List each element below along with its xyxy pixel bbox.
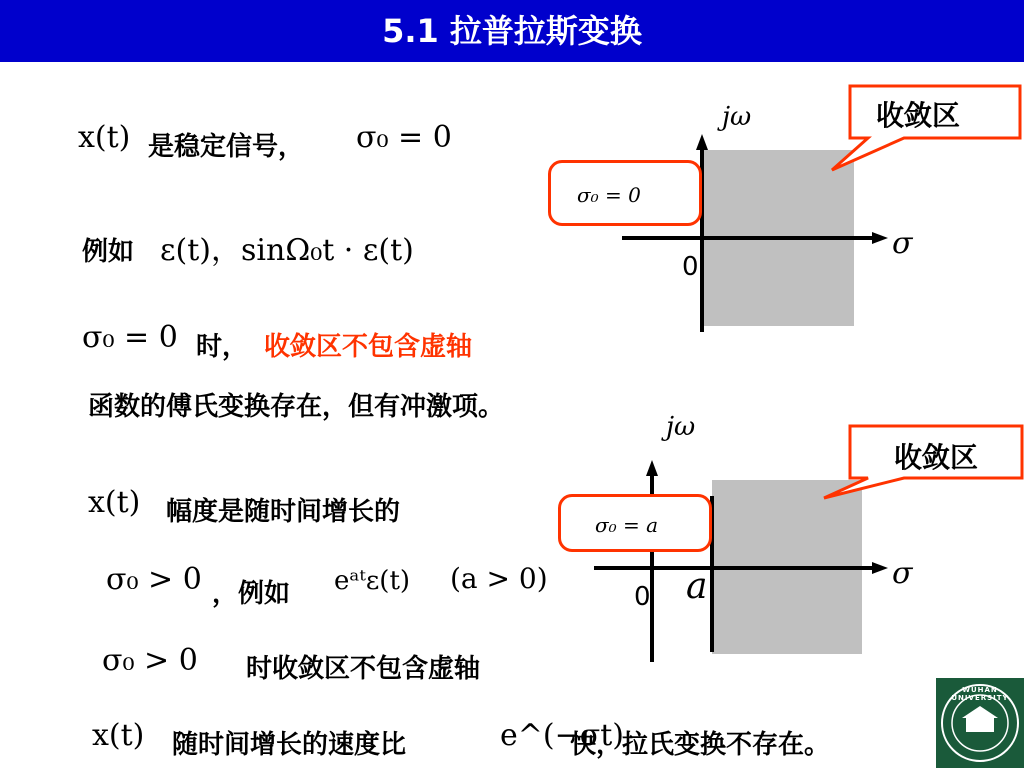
math-sigma0-gt0: σ₀ > 0 (106, 562, 202, 597)
text-laplace-not-exist: 快，拉氏变换不存在。 (570, 730, 831, 760)
math-xt-1: x(t) (78, 120, 131, 155)
university-logo (936, 678, 1024, 768)
text-when: 时， (196, 332, 249, 362)
math-sigma0-eq0: σ₀ = 0 (356, 120, 452, 155)
sigma-axis-arrow-2 (872, 562, 888, 574)
math-exp-neg-sigma: e^(−σt) (500, 718, 624, 753)
roc-callout-label-2: 收敛区 (894, 441, 979, 474)
roc-callout-label-1: 收敛区 (876, 99, 961, 132)
jw-axis-label-2: jω (666, 412, 696, 442)
math-xt-3: x(t) (92, 718, 145, 753)
sigma-axis-label-2: σ (892, 556, 913, 591)
math-cond-a-positive: (a > 0) (450, 562, 548, 595)
a-label: a (686, 566, 708, 607)
text-amplitude-grows: 幅度是随时间增长的 (166, 497, 401, 527)
jw-axis-label-1: jω (722, 102, 752, 132)
text-example-2: ，例如 (212, 579, 291, 609)
text-fourier-exists: 函数的傅氏变换存在，但有冲激项。 (88, 392, 505, 422)
jw-axis-arrow-2 (646, 460, 658, 476)
text-example-1: 例如 (82, 237, 135, 267)
text-roc-not-axis: 收敛区不包含虚轴 (264, 332, 473, 362)
sigma-box-label-2: σ₀ = a (595, 513, 659, 537)
text-stable-signal: 是稳定信号， (148, 132, 305, 162)
text-grows-faster: 随时间增长的速度比 (172, 730, 407, 760)
math-xt-2: x(t) (88, 485, 141, 520)
math-example-funcs: ε(t)，sinΩ₀t · ε(t) (160, 233, 414, 268)
math-cond-sigma0-eq0: σ₀ = 0 (82, 320, 178, 355)
page-title: 5.1 拉普拉斯变换 (382, 12, 642, 50)
text-roc-no-axis: 时收敛区不包含虚轴 (246, 654, 481, 684)
sigma-box-2 (558, 494, 712, 552)
math-example-exp: eᵃᵗε(t) (334, 566, 411, 596)
origin-label-1: 0 (682, 252, 699, 282)
sigma-axis-label-1: σ (892, 226, 913, 261)
logo-text: WUHAN UNIVERSITY (951, 686, 1009, 702)
math-cond-sigma0-gt0: σ₀ > 0 (102, 643, 198, 678)
origin-label-2: 0 (634, 582, 651, 612)
sigma-box-label-1: σ₀ = 0 (577, 183, 641, 207)
